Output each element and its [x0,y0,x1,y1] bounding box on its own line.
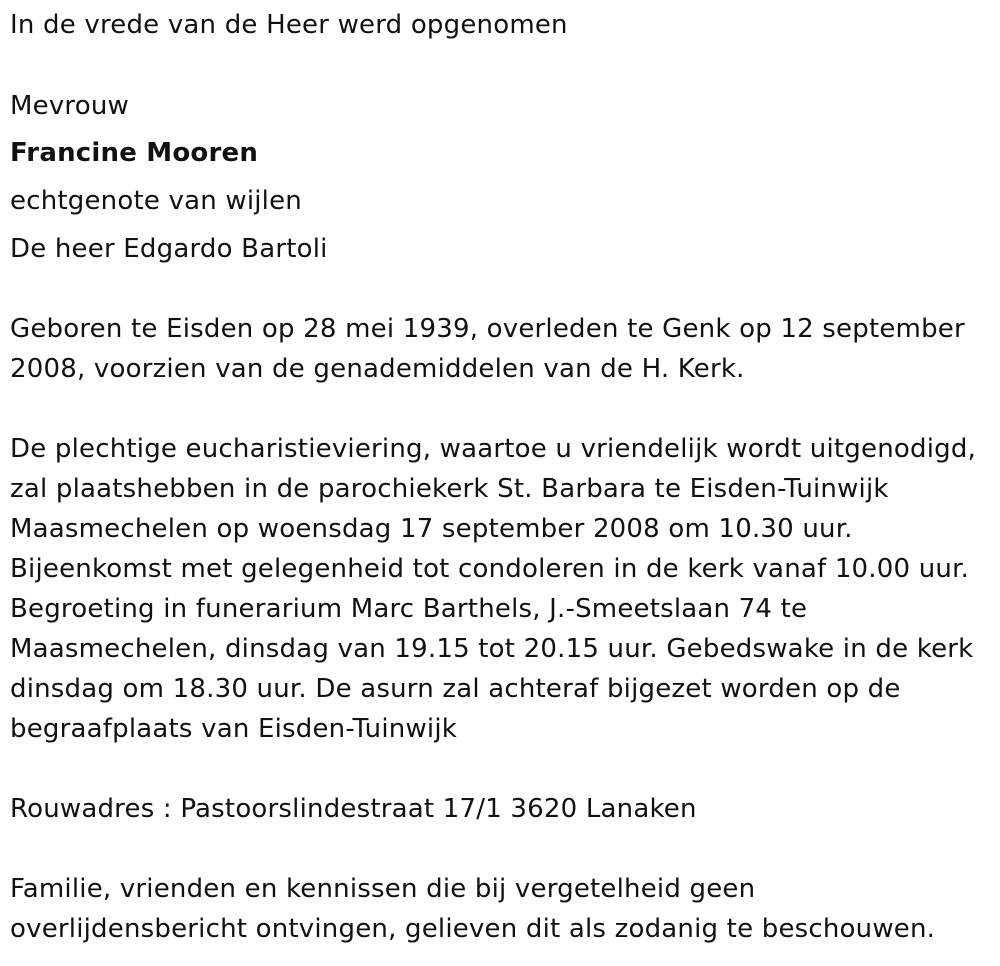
deceased-name: Francine Mooren [10,138,259,168]
paragraph-line: begraafplaats van Eisden-Tuinwijk [10,714,458,744]
paragraph-line: Geboren te Eisden op 28 mei 1939, overleden te Genk op 12 september [10,314,965,344]
paragraph-line: Familie, vrienden en kennissen die bij vergetelheid geen [10,874,756,904]
salutation: Mevrouw [10,91,129,121]
birth-death-paragraph [10,309,995,389]
spouse-name: De heer Edgardo Bartoli [10,234,328,264]
paragraph-line: Begroeting in funerarium Marc Barthels, J.-Smeetslaan 74 te [10,594,808,624]
closing-paragraph [10,869,995,949]
paragraph-line: Bijeenkomst met gelegenheid tot condoleren in de kerk vanaf 10.00 uur. [10,554,970,584]
ceremony-paragraph [10,429,995,749]
paragraph-line: Maasmechelen op woensdag 17 september 2008 om 10.30 uur. [10,514,853,544]
mourning-address: Rouwadres : Pastoorslindestraat 17/1 3620 Lanaken [10,794,697,824]
paragraph-line: De plechtige eucharistieviering, waartoe u vriendelijk wordt uitgenodigd, [10,434,976,464]
paragraph-line: dinsdag om 18.30 uur. De asurn zal achteraf bijgezet worden op de [10,674,901,704]
paragraph-line: 2008, voorzien van de genademiddelen van de H. Kerk. [10,354,745,384]
intro-line: In de vrede van de Heer werd opgenomen [10,10,568,40]
paragraph-line: zal plaatshebben in de parochiekerk St. Barbara te Eisden-Tuinwijk [10,474,889,504]
paragraph-line: Maasmechelen, dinsdag van 19.15 tot 20.15 uur. Gebedswake in de kerk [10,634,974,664]
relation-line: echtgenote van wijlen [10,186,302,216]
paragraph-line: overlijdensbericht ontvingen, gelieven dit als zodanig te beschouwen. [10,914,936,944]
